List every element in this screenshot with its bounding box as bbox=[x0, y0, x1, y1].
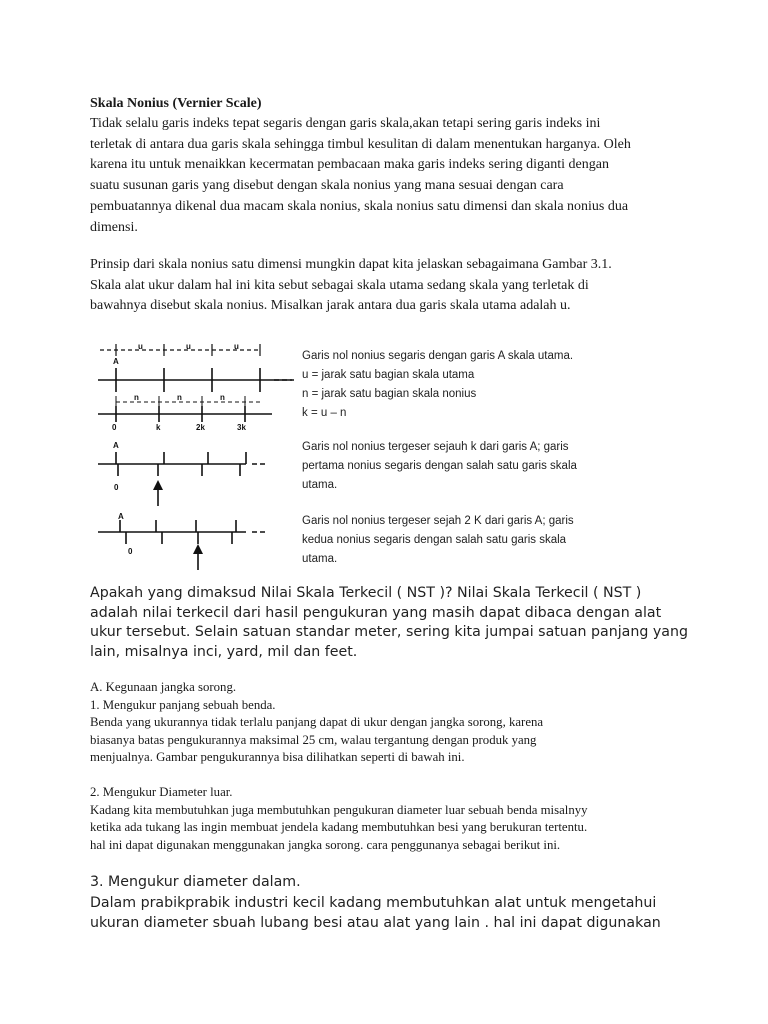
vernier-diagram bbox=[96, 338, 306, 573]
intro-paragraph bbox=[90, 114, 675, 238]
text-line: lain, misalnya inci, yard, mil dan feet. bbox=[90, 643, 358, 660]
text-line: karena itu untuk menaikkan kecermatan pembacaan maka garis indeks sering diganti dengan bbox=[90, 157, 609, 173]
label-zero: 0 bbox=[128, 547, 133, 556]
text-line: ukuran diameter sbuah lubang besi atau alat yang lain . hal ini dapat digunakan bbox=[90, 915, 661, 931]
figure-note-1 bbox=[302, 347, 602, 423]
note-line: Garis nol nonius tergeser sejah 2 K dari garis A; garis bbox=[302, 515, 574, 527]
note-line: u = jarak satu bagian skala utama bbox=[302, 369, 475, 381]
text-line: hal ini dapat digunakan menggunakan jangka sorong. cara penggunanya sebagai berikut ini. bbox=[90, 837, 561, 852]
note-line: pertama nonius segaris dengan salah satu garis skala bbox=[302, 460, 577, 472]
label-n: n bbox=[220, 393, 225, 402]
section-item-3 bbox=[90, 872, 690, 934]
note-line: Garis nol nonius segaris dengan garis A skala utama. bbox=[302, 350, 574, 362]
label-n: n bbox=[177, 393, 182, 402]
text-line: suatu susunan garis yang disebut dengan skala nonius yang mana sesuai dengan cara bbox=[90, 178, 564, 194]
text-line: ketika ada tukang las ingin membuat jendela kadang membutuhkan besi yang berukuran tertentu. bbox=[90, 820, 588, 834]
note-line: Garis nol nonius tergeser sejauh k dari garis A; garis bbox=[302, 441, 569, 453]
nonius-scale bbox=[98, 406, 272, 422]
label-A: A bbox=[113, 357, 119, 366]
note-line: utama. bbox=[302, 553, 338, 565]
label-A: A bbox=[113, 441, 119, 450]
arrow-icon bbox=[193, 544, 203, 570]
note-line: n = jarak satu bagian skala nonius bbox=[302, 388, 477, 400]
nst-paragraph bbox=[90, 584, 690, 662]
main-scale bbox=[98, 452, 266, 464]
label-A: A bbox=[118, 512, 124, 521]
text-line: Prinsip dari skala nonius satu dimensi mungkin dapat kita jelaskan sebagaimana Gambar 3.1. bbox=[90, 257, 612, 272]
note-line: utama. bbox=[302, 479, 338, 491]
nonius-scale bbox=[126, 532, 232, 544]
text-line: pembuatannya dikenal dua macam skala nonius, skala nonius satu dimensi dan skala nonius dua bbox=[90, 198, 629, 214]
section-heading: A. Kegunaan jangka sorong. bbox=[90, 680, 237, 694]
text-line: biasanya batas pengukurannya maksimal 25 cm, walau tergantung dengan produk yang bbox=[90, 732, 537, 747]
text-line: Kadang kita membutuhkan juga membutuhkan pengukuran diameter luar sebuah benda misalnyy bbox=[90, 802, 588, 817]
text-line: Dalam prabikprabik industri kecil kadang membutuhkan alat untuk mengetahui bbox=[90, 894, 657, 911]
figure-note-3 bbox=[302, 512, 602, 569]
section-a bbox=[90, 679, 678, 767]
text-line: menjualnya. Gambar pengukurannya bisa dilihatkan seperti di bawah ini. bbox=[90, 750, 465, 764]
note-line: kedua nonius segaris dengan salah satu garis skala bbox=[302, 534, 567, 546]
label-3k: 3k bbox=[237, 423, 246, 432]
label-k: k bbox=[156, 423, 161, 432]
section-item-2 bbox=[90, 784, 678, 854]
item-title: 1. Mengukur panjang sebuah benda. bbox=[90, 697, 276, 712]
text-line: dimensi. bbox=[90, 219, 138, 235]
nonius-scale bbox=[118, 464, 240, 476]
label-u: u bbox=[186, 342, 191, 351]
main-scale bbox=[98, 520, 266, 532]
note-line: k = u – n bbox=[302, 407, 347, 419]
text-line: adalah nilai terkecil dari hasil pengukuran yang masih dapat dibaca dengan alat bbox=[90, 604, 662, 621]
text-line: Skala alat ukur dalam hal ini kita sebut sebagai skala utama sedang skala yang terletak di bbox=[90, 277, 589, 293]
text-line: terletak di antara dua garis skala sehingga timbul kesulitan di dalam menentukan harganya. Oleh bbox=[90, 136, 631, 152]
text-line: Apakah yang dimaksud Nilai Skala Terkecil ( NST )? Nilai Skala Terkecil ( NST ) bbox=[90, 585, 642, 601]
label-zero: 0 bbox=[114, 483, 119, 492]
main-scale bbox=[98, 368, 294, 392]
label-u: u bbox=[138, 342, 143, 351]
item-title: 3. Mengukur diameter dalam. bbox=[90, 874, 301, 890]
label-n: n bbox=[134, 393, 139, 402]
label-u: u bbox=[234, 342, 239, 351]
text-line: Tidak selalu garis indeks tepat segaris dengan garis skala,akan tetapi sering garis indeks ini bbox=[90, 116, 601, 131]
text-line: Benda yang ukurannya tidak terlalu panjang dapat di ukur dengan jangka sorong, karena bbox=[90, 715, 544, 729]
label-zero: 0 bbox=[112, 423, 117, 432]
principle-paragraph bbox=[90, 255, 675, 317]
text-line: bawahnya disebut skala nonius. Misalkan jarak antara dua garis skala utama adalah u. bbox=[90, 298, 571, 314]
section-title: Skala Nonius (Vernier Scale) bbox=[90, 96, 262, 111]
figure-note-2 bbox=[302, 438, 602, 495]
vernier-figure bbox=[96, 338, 601, 573]
item-title: 2. Mengukur Diameter luar. bbox=[90, 785, 233, 799]
text-line: ukur tersebut. Selain satuan standar meter, sering kita jumpai satuan panjang yang bbox=[90, 624, 688, 641]
label-2k: 2k bbox=[196, 423, 205, 432]
arrow-icon bbox=[153, 480, 163, 506]
